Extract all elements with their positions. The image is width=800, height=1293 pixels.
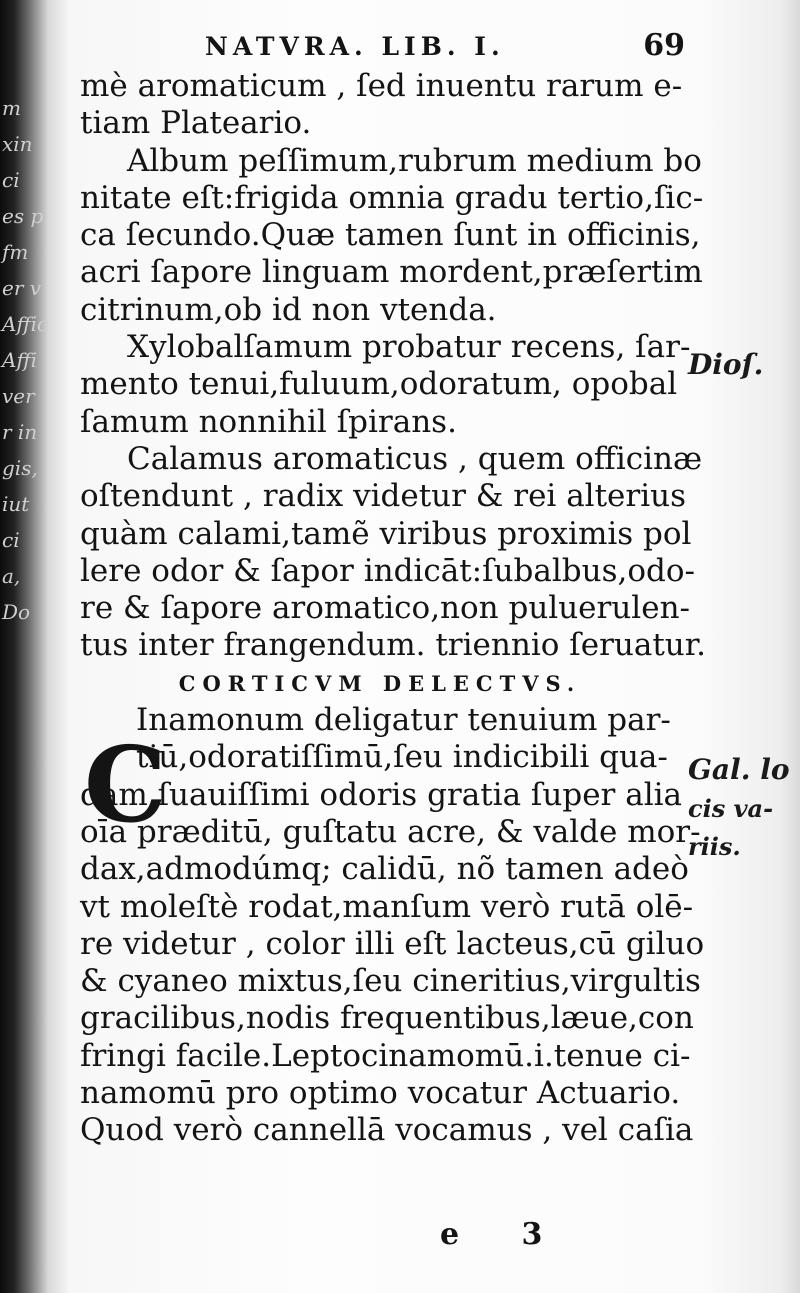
- text-line: mento tenui,fuluum,odoratum, opobal: [80, 366, 678, 403]
- text-line: Inamonum deligatur tenuium par-: [136, 702, 671, 739]
- signature-mark: e 3: [440, 1217, 569, 1252]
- gutter-fragment: m: [2, 96, 21, 120]
- text-line: fringi facile.Leptocinamomū.i.tenue ci-: [80, 1037, 691, 1074]
- text-line: Album peſſimum,rubrum medium bo: [127, 142, 702, 179]
- gutter-fragment: a,: [2, 564, 21, 588]
- text-line: vt moleſtè rodat,manſum verò rutā olē-: [80, 888, 694, 925]
- text-line: ca ſecundo.Quæ tamen ſunt in officinis,: [80, 217, 701, 254]
- gutter-fragment: Affic: [2, 312, 49, 336]
- text-line: oſtendunt , radix videtur & rei alterius: [80, 478, 686, 515]
- text-line: ſamum nonnihil ſpirans.: [80, 403, 457, 440]
- text-line: gracilibus,nodis frequentibus,læue,con: [80, 1000, 694, 1037]
- text-line: nitate eſt:frigida omnia gradu tertio,ſic-: [80, 179, 704, 216]
- text-line: quàm calami,tamẽ viribus proximis pol: [80, 515, 692, 552]
- running-head: NATVRA. LIB. I.: [205, 32, 505, 61]
- page-header: [195, 28, 685, 68]
- margin-note-dios: Dioſ.: [688, 348, 764, 381]
- gutter-fragment: iut: [2, 492, 30, 516]
- text-line: oīa præditū, guſtatu acre, & valde mor-: [80, 813, 701, 850]
- text-line: re videtur , color illi eſt lacteus,cū giluo: [80, 925, 705, 962]
- body-text: [80, 68, 707, 1150]
- text-line: Calamus aromaticus , quem officinæ: [127, 440, 703, 477]
- margin-note-gal-1: Gal. lo: [688, 753, 790, 786]
- text-line: dax,admodúmq; calidū, nõ tamen adeò: [80, 851, 689, 888]
- gutter-fragment: ci: [2, 168, 20, 192]
- gutter-fragment: es p: [2, 204, 44, 228]
- text-line: tiam Plateario.: [80, 105, 312, 142]
- text-line: & cyaneo mixtus,ſeu cineritius,virgultis: [80, 963, 701, 1000]
- text-line: mè aromaticum , ſed inuentu rarum e-: [80, 68, 683, 104]
- text-line: dam ſuauiſſimi odoris gratia ſuper alia: [80, 776, 683, 813]
- text-line: Quod verò cannellā vocamus , vel caſia: [80, 1112, 694, 1149]
- gutter-bleed-text: [2, 90, 49, 630]
- text-line: namomū pro optimo vocatur Actuario.: [80, 1075, 681, 1112]
- gutter-fragment: fm: [2, 240, 29, 264]
- text-line: tiū,odoratiſſimū,ſeu indicibili qua-: [136, 739, 668, 776]
- gutter-fragment: Do: [2, 600, 31, 624]
- page-number: 69: [643, 28, 685, 63]
- margin-note-gal-3: riis.: [688, 832, 741, 861]
- section-heading: CORTICVM DELECTVS.: [178, 670, 582, 696]
- drop-cap: C: [84, 723, 167, 846]
- text-line: Xylobalſamum probatur recens, ſar-: [127, 329, 691, 366]
- gutter-fragment: xin: [2, 132, 33, 156]
- text-line: tus inter frangendum. triennio ſeruatur.: [80, 627, 707, 664]
- text-line: lere odor & ſapor indicāt:ſubalbus,odo-: [80, 552, 695, 589]
- text-line: acri ſapore linguam mordent,præſertim: [80, 254, 703, 291]
- gutter-fragment: er v: [2, 276, 42, 300]
- gutter-fragment: ver: [2, 384, 35, 408]
- text-line: citrinum,ob id non vtenda.: [80, 291, 497, 328]
- gutter-fragment: Affi: [2, 348, 38, 372]
- text-line: re & ſapore aromatico,non puluerulen-: [80, 590, 691, 627]
- gutter-fragment: ci: [2, 528, 20, 552]
- gutter-fragment: gis,: [2, 456, 38, 480]
- margin-note-gal-2: cis va-: [688, 794, 774, 823]
- gutter-fragment: r in: [2, 420, 38, 444]
